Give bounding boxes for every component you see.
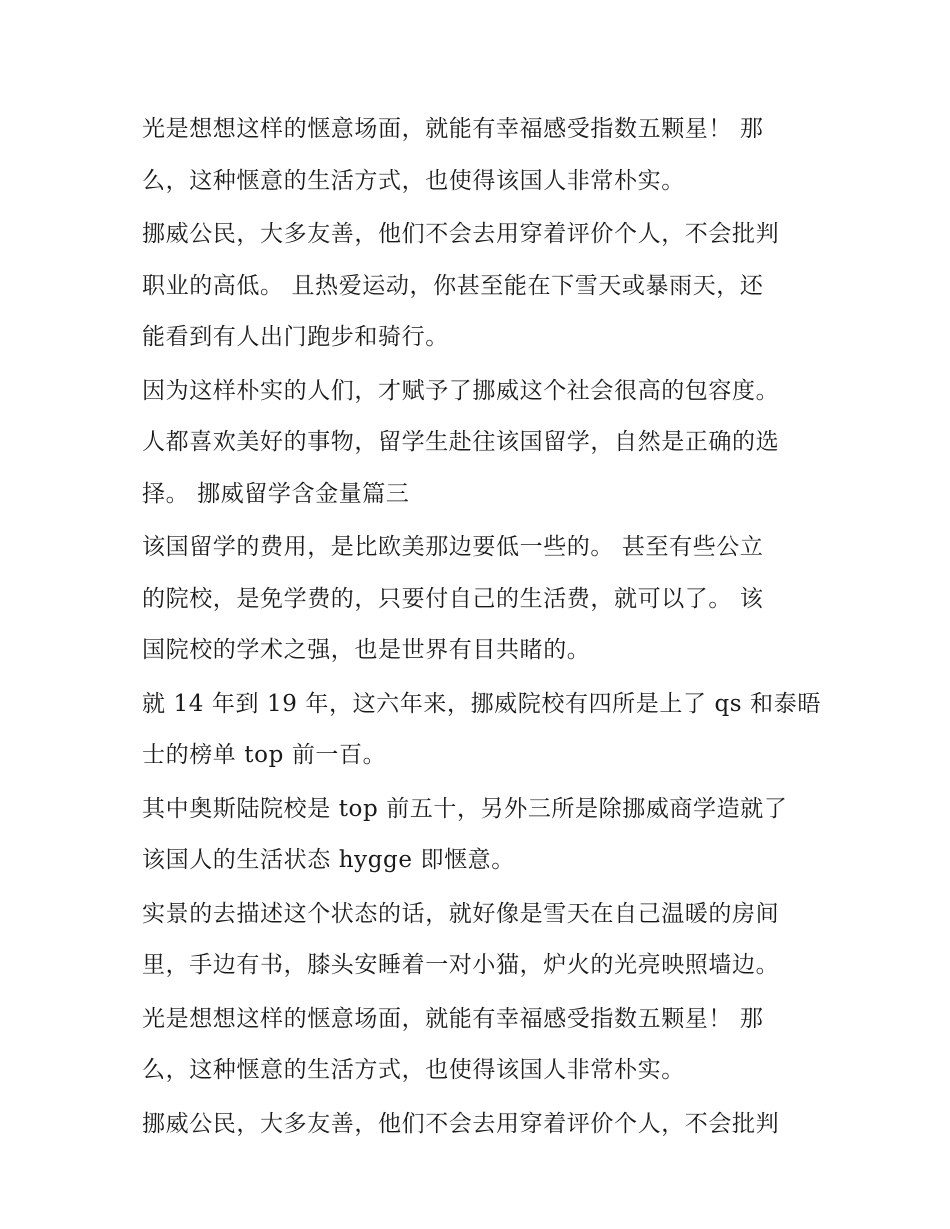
text-line: 就 14 年到 19 年，这六年来，挪威院校有四所是上了 qs 和泰晤 <box>142 690 821 717</box>
paragraph-7 <box>142 889 814 992</box>
text-line: 么，这种惬意的生活方式，也使得该国人非常朴实。 <box>142 1057 685 1083</box>
paragraph-6 <box>142 784 814 887</box>
paragraph-4 <box>142 522 814 677</box>
text-line: 该国人的生活状态 hygge 即惬意。 <box>142 847 515 873</box>
text-line: 光是想想这样的惬意场面，就能有幸福感受指数五颗星！ 那 <box>142 1005 764 1032</box>
text-line: 择。 挪威留学含金量篇三 <box>142 480 410 507</box>
text-line: 该国留学的费用，是比欧美那边要低一些的。 甚至有些公立 <box>142 534 764 560</box>
text-line: 能看到有人出门跑步和骑行。 <box>142 324 449 350</box>
paragraph-8 <box>142 994 814 1097</box>
document-body <box>142 104 821 1152</box>
paragraph-2 <box>142 209 814 364</box>
text-line: 职业的高低。 且热爱运动，你甚至能在下雪天或暴雨天，还 <box>142 272 764 299</box>
text-line: 光是想想这样的惬意场面，就能有幸福感受指数五颗星！ 那 <box>142 116 764 142</box>
text-line: 么，这种惬意的生活方式，也使得该国人非常朴实。 <box>142 167 685 194</box>
text-line: 挪威公民，大多友善，他们不会去用穿着评价个人，不会批判 <box>142 1110 780 1137</box>
text-line: 的院校，是免学费的，只要付自己的生活费，就可以了。 该 <box>142 585 764 612</box>
text-line: 实景的去描述这个状态的话，就好像是雪天在自己温暖的房间 <box>142 900 780 927</box>
text-line: 因为这样朴实的人们，才赋予了挪威这个社会很高的包容度。 <box>142 377 780 404</box>
text-line: 挪威公民，大多友善，他们不会去用穿着评价个人，不会批判 <box>142 221 780 247</box>
paragraph-1 <box>142 104 814 207</box>
paragraph-5 <box>142 679 821 782</box>
paragraph-3 <box>142 366 814 521</box>
text-line: 人都喜欢美好的事物，留学生赴往该国留学，自然是正确的选 <box>142 429 780 455</box>
text-line: 国院校的学术之强，也是世界有目共睹的。 <box>142 637 591 663</box>
paragraph-9 <box>142 1099 814 1151</box>
text-line: 士的榜单 top 前一百。 <box>142 742 387 768</box>
text-line: 里，手边有书，膝头安睡着一对小猫，炉火的光亮映照墙边。 <box>142 952 780 978</box>
text-line: 其中奥斯陆院校是 top 前五十，另外三所是除挪威商学造就了 <box>142 795 788 822</box>
